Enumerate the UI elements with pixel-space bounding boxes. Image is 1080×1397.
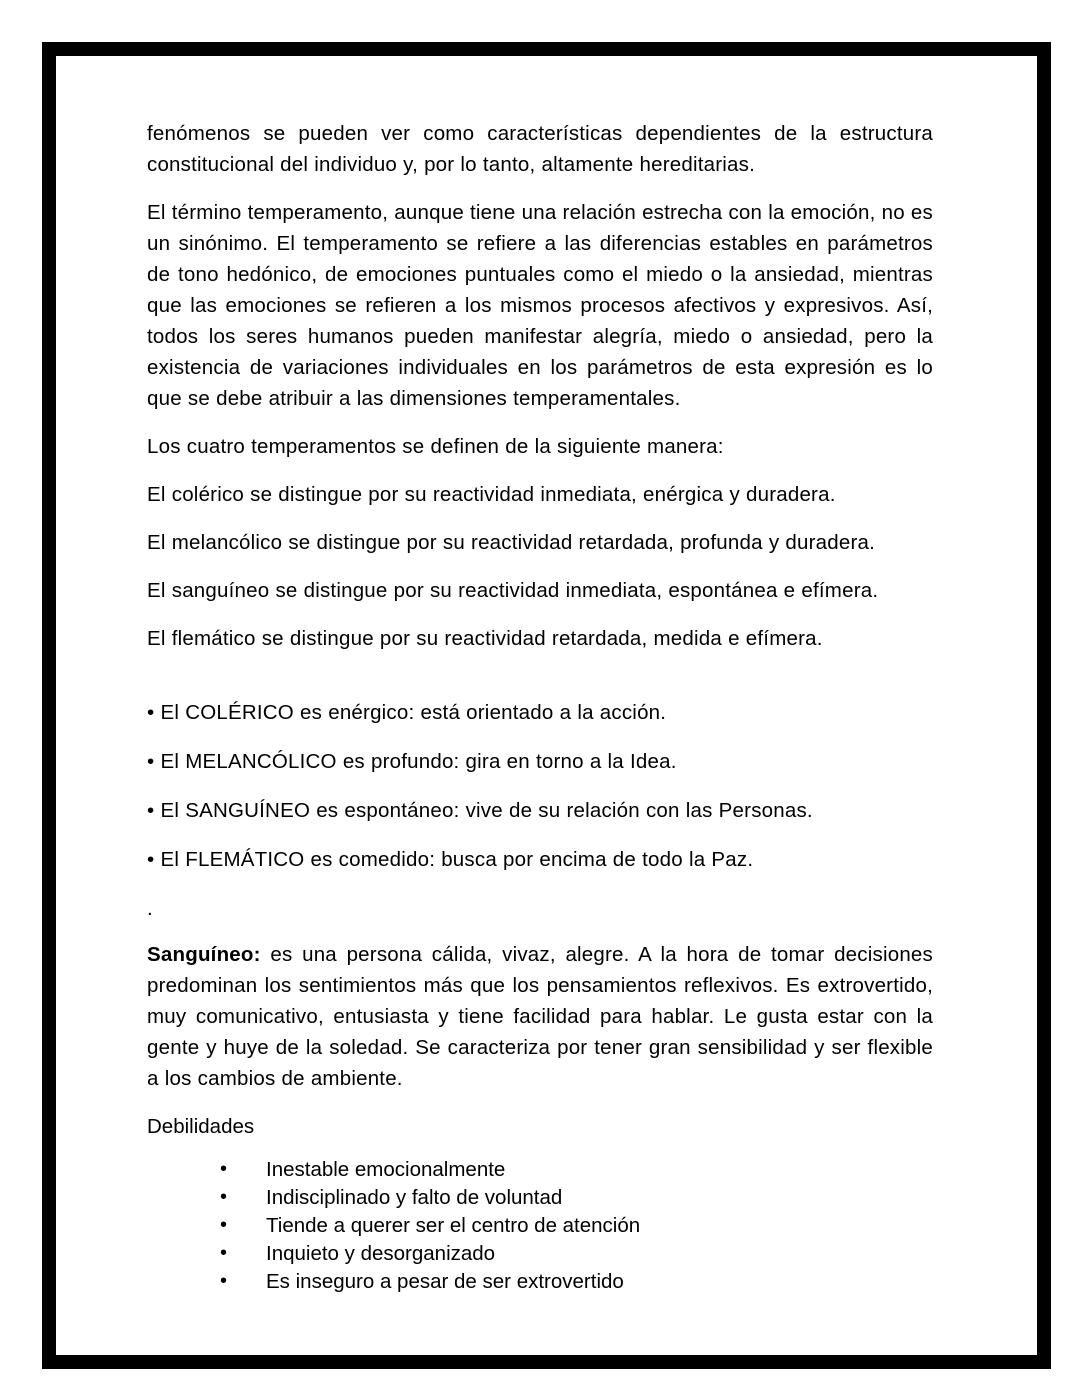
bullet-line-sanguineo: • El SANGUÍNEO es espontáneo: vive de su relación con las Personas. <box>147 799 813 822</box>
list-item: • Indisciplinado y falto de voluntad <box>242 1184 933 1212</box>
paragraph-cuatro-temperamentos-intro: Los cuatro temperamentos se definen de la siguiente manera: <box>147 435 724 458</box>
list-item: • Es inseguro a pesar de ser extrovertido <box>242 1268 933 1296</box>
list-item: • Tiende a querer ser el centro de atención <box>242 1212 933 1240</box>
debilidades-heading: Debilidades <box>147 1115 255 1138</box>
paragraph-sanguineo-descripcion <box>147 939 933 1094</box>
sanguineo-body-text: es una persona cálida, vivaz, alegre. A la hora de tomar decisiones predominan los sentimientos más que los pensamientos reflexivos. Es extrovertido, muy comunicativo, entusiasta y tiene facilidad para hablar. Le gusta estar con la gente y huye de la soledad. Se caracteriza por tener gran sensibilidad y ser flexible a los cambios de ambiente. <box>147 943 933 1090</box>
paragraph-termino-temperamento: El término temperamento, aunque tiene una relación estrecha con la emoción, no es un sinónimo. El temperamento se refiere a las diferencias estables en parámetros de tono hedónico, de emociones puntuales como el miedo o la ansiedad, mientras que las emociones se refieren a los mismos procesos afectivos y expresivos. Así, todos los seres humanos pueden manifestar alegría, miedo o ansiedad, pero la existencia de variaciones individuales en los parámetros de esta expresión es lo que se debe atribuir a las dimensiones temperamentales. <box>147 201 933 410</box>
bullet-line-melancolico: • El MELANCÓLICO es profundo: gira en torno a la Idea. <box>147 750 677 773</box>
bullet-line-flematico: • El FLEMÁTICO es comedido: busca por encima de todo la Paz. <box>147 848 754 871</box>
bullet-line-colerico: • El COLÉRICO es enérgico: está orientado a la acción. <box>147 701 667 724</box>
paragraph-melancolico-definicion: El melancólico se distingue por su reactividad retardada, profunda y duradera. <box>147 531 875 554</box>
paragraph-sanguineo-definicion: El sanguíneo se distingue por su reactividad inmediata, espontánea e efímera. <box>147 579 879 602</box>
list-item: • Inestable emocionalmente <box>242 1156 933 1184</box>
paragraph-colerico-definicion: El colérico se distingue por su reactividad inmediata, enérgica y duradera. <box>147 483 836 506</box>
stray-period-line: . <box>147 897 153 920</box>
section-spacer <box>147 671 933 697</box>
paragraph-flematico-definicion: El flemático se distingue por su reactividad retardada, medida e efímera. <box>147 627 823 650</box>
sanguineo-bold-label: Sanguíneo: <box>147 943 261 966</box>
document-text-column <box>147 118 933 1296</box>
list-item: • Inquieto y desorganizado <box>242 1240 933 1268</box>
paragraph-fenomenos: fenómenos se pueden ver como características dependientes de la estructura constitucional del individuo y, por lo tanto, altamente hereditarias. <box>147 122 933 176</box>
debilidades-list <box>147 1156 933 1296</box>
document-page-frame <box>42 42 1051 1369</box>
